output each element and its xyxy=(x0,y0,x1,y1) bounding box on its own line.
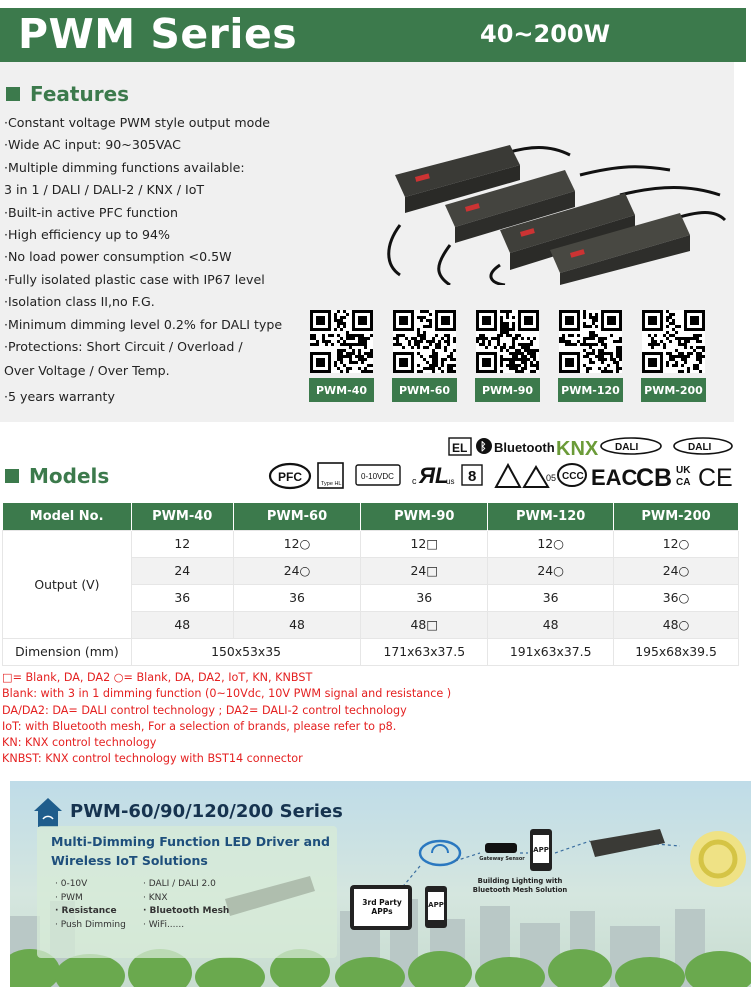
svg-text:EAC: EAC xyxy=(591,465,638,490)
table-header-row xyxy=(3,503,739,530)
table-header-cell: PWM-200 xyxy=(614,503,739,530)
qr-model-label: PWM-200 xyxy=(641,378,706,402)
models-heading-text: Models xyxy=(29,464,110,488)
gateway-label: Gateway Sensor xyxy=(479,856,525,862)
table-header-cell: PWM-60 xyxy=(233,503,361,530)
dimension-cell: 191x63x37.5 xyxy=(488,638,614,665)
feature-item: ·No load power consumption <0.5W xyxy=(4,249,232,265)
pse-logo-icon xyxy=(524,467,548,487)
note-line: KN: KNX control technology xyxy=(2,736,157,750)
banner-list-item: · 0-10V xyxy=(55,879,88,889)
table-cell: 36 xyxy=(361,584,488,611)
feature-item: ·Minimum dimming level 0.2% for DALI type xyxy=(4,316,283,332)
table-cell: 48 xyxy=(488,611,614,638)
banner-title: PWM-60/90/120/200 Series xyxy=(70,801,343,822)
qr-model-label: PWM-90 xyxy=(475,378,540,402)
table-cell: 36 xyxy=(488,584,614,611)
note-line: KNBST: KNX control technology with BST14 connector xyxy=(2,752,303,766)
svg-text:CCC: CCC xyxy=(562,471,584,482)
qr-code-icon xyxy=(393,310,456,373)
note-line: □= Blank, DA, DA2 ○= Blank, DA, DA2, IoT, KN, KNBST xyxy=(2,671,313,684)
features-heading xyxy=(6,82,129,106)
building-lighting-label: Building Lighting with Bluetooth Mesh Solution xyxy=(472,877,568,894)
feature-item: ·Fully isolated plastic case with IP67 level xyxy=(4,271,265,287)
led-strip-icon xyxy=(690,831,746,887)
svg-text:0-10VDC: 0-10VDC xyxy=(361,472,394,481)
power-range: 40~200W xyxy=(480,20,611,48)
table-cell: 12 xyxy=(131,530,233,557)
svg-text:8: 8 xyxy=(468,468,477,485)
gateway-sensor-icon xyxy=(485,843,517,853)
qr-code-icon xyxy=(476,310,539,373)
table-cell: 24○ xyxy=(488,557,614,584)
svg-text:PFC: PFC xyxy=(278,470,302,484)
feature-item: ·Protections: Short Circuit / Overload / xyxy=(4,339,243,355)
feature-item: ·Isolation class II,no F.G. xyxy=(4,294,155,310)
models-heading xyxy=(5,464,109,488)
table-cell: 48□ xyxy=(361,611,488,638)
table-cell: 36 xyxy=(233,584,361,611)
header-bar xyxy=(0,8,746,62)
svg-text:CE: CE xyxy=(698,464,733,492)
qr-code-card[interactable] xyxy=(392,310,457,402)
table-cell: 24○ xyxy=(614,557,739,584)
banner-list-item: · Push Dimming xyxy=(55,919,126,930)
section-square-icon xyxy=(5,469,19,483)
product-drivers-image xyxy=(380,125,730,285)
qr-code-icon xyxy=(642,310,705,373)
table-header-cell: PWM-120 xyxy=(488,503,614,530)
feature-item: ·Multiple dimming functions available: xyxy=(4,159,245,175)
table-header-cell: Model No. xyxy=(3,503,132,530)
table-cell: 12○ xyxy=(614,530,739,557)
banner-list-item: · WiFi...... xyxy=(143,919,185,930)
feature-item: Over Voltage / Over Temp. xyxy=(4,363,170,379)
svg-text:Bluetooth: Bluetooth xyxy=(494,440,555,455)
svg-text:05: 05 xyxy=(546,473,557,483)
banner-list-item: · PWM xyxy=(55,892,83,903)
qr-code-row xyxy=(309,310,706,402)
banner-subtitle: Multi-Dimming Function LED Driver and Wireless IoT Solutions xyxy=(51,834,330,868)
svg-text:DALI: DALI xyxy=(615,442,639,453)
dimension-row xyxy=(3,638,739,665)
svg-text:CA: CA xyxy=(676,477,691,488)
model-notes xyxy=(2,670,451,768)
models-table xyxy=(2,503,739,666)
qr-model-label: PWM-60 xyxy=(392,378,457,402)
dimension-label: Dimension (mm) xyxy=(3,638,132,665)
app-label: APP xyxy=(428,901,444,909)
output-voltage-label: Output (V) xyxy=(3,530,132,638)
table-cell: 24 xyxy=(131,557,233,584)
rcm-logo-icon xyxy=(496,465,520,487)
table-cell: 48○ xyxy=(614,611,739,638)
banner-list-item: · Bluetooth Mesh xyxy=(143,906,230,916)
table-cell: 12□ xyxy=(361,530,488,557)
table-header-cell: PWM-40 xyxy=(131,503,233,530)
banner-list-item: · Resistance xyxy=(55,906,117,916)
knx-logo-icon: KNX xyxy=(556,438,599,460)
banner-list-item: · KNX xyxy=(143,892,168,903)
table-cell: 48 xyxy=(131,611,233,638)
table-cell: 24□ xyxy=(361,557,488,584)
table-cell: 36○ xyxy=(614,584,739,611)
iot-banner xyxy=(10,781,751,987)
features-list xyxy=(4,112,304,408)
banner-dimming-list xyxy=(55,878,126,932)
qr-model-label: PWM-120 xyxy=(558,378,623,402)
feature-item: 3 in 1 / DALI / DALI-2 / KNX / IoT xyxy=(4,182,205,198)
table-row xyxy=(3,530,739,557)
banner-driver-image-2 xyxy=(590,829,665,857)
home-wifi-icon xyxy=(34,798,62,827)
banner-list-item: · DALI / DALI 2.0 xyxy=(143,879,216,889)
svg-text:DALI: DALI xyxy=(688,442,712,453)
banner-protocol-list xyxy=(143,878,229,932)
qr-code-card[interactable] xyxy=(641,310,706,402)
dimension-cell: 171x63x37.5 xyxy=(361,638,488,665)
app-label-2: APP xyxy=(533,846,549,854)
svg-text:Type HL: Type HL xyxy=(321,481,342,487)
feature-item: ·5 years warranty xyxy=(4,388,115,404)
table-header-cell: PWM-90 xyxy=(361,503,488,530)
table-cell: 12○ xyxy=(488,530,614,557)
svg-text:UK: UK xyxy=(676,465,691,476)
svg-text:us: us xyxy=(446,477,455,486)
cloud-icon xyxy=(420,841,460,865)
qr-code-card[interactable] xyxy=(558,310,623,402)
features-panel xyxy=(0,62,734,422)
table-cell: 24○ xyxy=(233,557,361,584)
feature-item: ·Constant voltage PWM style output mode xyxy=(4,115,271,130)
svg-text:CB: CB xyxy=(636,464,673,492)
features-heading-text: Features xyxy=(30,82,130,106)
table-cell: 12○ xyxy=(233,530,361,557)
qr-code-card[interactable] xyxy=(475,310,540,402)
feature-item: ·Wide AC input: 90~305VAC xyxy=(4,137,181,153)
qr-code-card[interactable] xyxy=(309,310,374,402)
note-line: Blank: with 3 in 1 dimming function (0~10Vdc, 10V PWM signal and resistance ) xyxy=(2,687,452,701)
table-cell: 36 xyxy=(131,584,233,611)
table-cell: 48 xyxy=(233,611,361,638)
feature-item: ·High efficiency up to 94% xyxy=(4,227,171,243)
third-party-apps-label: 3rd Party APPs xyxy=(362,898,402,916)
qr-code-icon xyxy=(559,310,622,373)
dimension-cell: 150x53x35 xyxy=(131,638,361,665)
ul-logo-icon: ЯL xyxy=(419,463,449,488)
note-line: IoT: with Bluetooth mesh, For a selection of brands, please refer to p8. xyxy=(2,719,397,733)
dimension-cell: 195x68x39.5 xyxy=(614,638,739,665)
svg-text:EL: EL xyxy=(452,441,468,455)
certification-logos xyxy=(266,435,746,495)
svg-text:c: c xyxy=(412,476,417,486)
banner-feature-box xyxy=(37,826,337,958)
section-square-icon xyxy=(6,87,20,101)
qr-model-label: PWM-40 xyxy=(309,378,374,402)
feature-item: ·Built-in active PFC function xyxy=(4,204,178,220)
series-title: PWM Series xyxy=(18,10,298,58)
qr-code-icon xyxy=(310,310,373,373)
svg-text:ᛒ: ᛒ xyxy=(480,441,487,453)
note-line: DA/DA2: DA= DALI control technology ; DA2= DALI-2 control technology xyxy=(2,703,407,717)
